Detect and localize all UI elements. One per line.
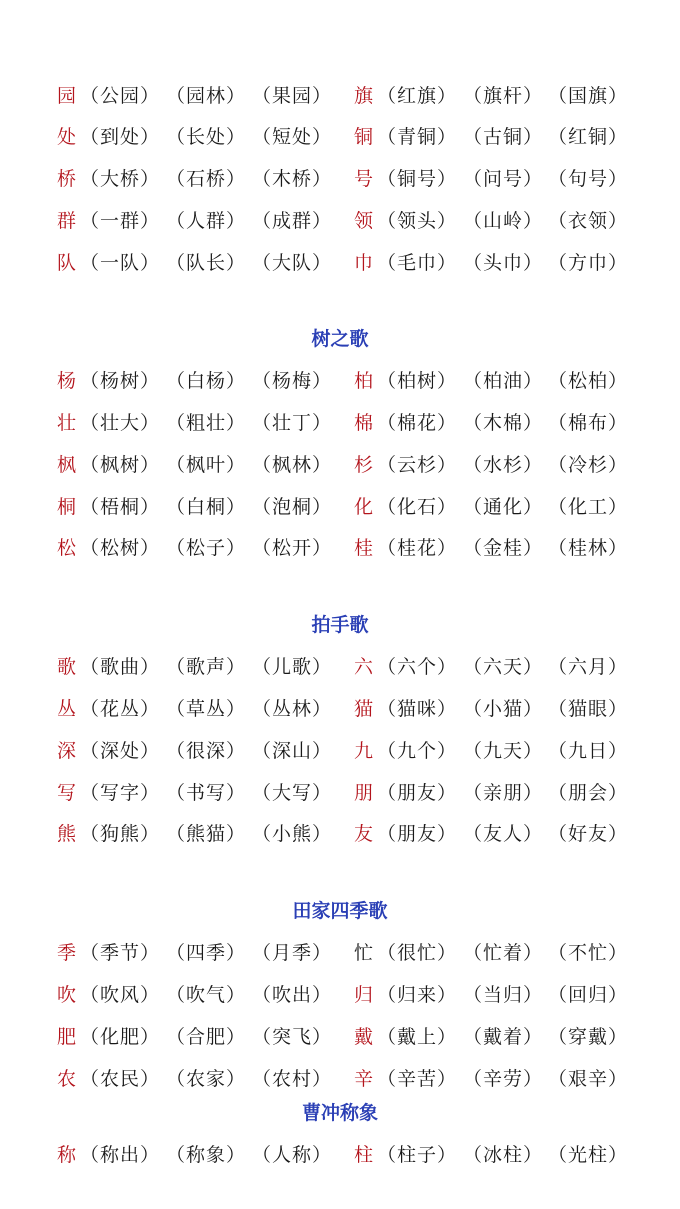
key-char: 号	[354, 168, 374, 190]
word: （很忙）	[377, 942, 458, 964]
word: （朋友）	[377, 782, 458, 804]
word: （很深）	[166, 740, 247, 762]
word: （冰柱）	[463, 1144, 544, 1166]
vocab-row	[0, 980, 680, 1010]
vocab-row	[0, 652, 680, 682]
word: （大桥）	[80, 168, 161, 190]
vocab-row	[0, 450, 680, 480]
key-char: 友	[354, 823, 374, 845]
vocab-row	[0, 1022, 680, 1052]
key-char: 领	[354, 210, 374, 232]
word: （猫咪）	[377, 698, 458, 720]
word: （熊猫）	[166, 823, 247, 845]
key-char: 旗	[354, 85, 374, 107]
word: （九日）	[548, 740, 629, 762]
key-char: 柱	[354, 1144, 374, 1166]
word: （红旗）	[377, 85, 458, 107]
vocab-row	[0, 122, 680, 152]
word: （好友）	[548, 823, 629, 845]
word: （称象）	[166, 1144, 247, 1166]
word: （回归）	[548, 984, 629, 1006]
word: （化肥）	[80, 1026, 161, 1048]
word: （柏油）	[463, 370, 544, 392]
word: （戴上）	[377, 1026, 458, 1048]
word: （枫林）	[252, 454, 333, 476]
word: （果园）	[252, 85, 333, 107]
word: （棉花）	[377, 412, 458, 434]
word: （铜号）	[377, 168, 458, 190]
word: （山岭）	[463, 210, 544, 232]
key-char: 写	[57, 782, 77, 804]
key-char: 肥	[57, 1026, 77, 1048]
word: （一群）	[80, 210, 161, 232]
word: （枫叶）	[166, 454, 247, 476]
word: （柏树）	[377, 370, 458, 392]
word: （杨树）	[80, 370, 161, 392]
key-char: 群	[57, 210, 77, 232]
key-char: 朋	[354, 782, 374, 804]
word: （松柏）	[548, 370, 629, 392]
word: （粗壮）	[166, 412, 247, 434]
key-char: 处	[57, 126, 77, 148]
word: （猫眼）	[548, 698, 629, 720]
word: （梧桐）	[80, 496, 161, 518]
key-char: 棉	[354, 412, 374, 434]
key-char: 巾	[354, 252, 374, 274]
word: （人群）	[166, 210, 247, 232]
word: （松开）	[252, 537, 333, 559]
key-char: 枫	[57, 454, 77, 476]
key-char: 六	[354, 656, 374, 678]
word: （写字）	[80, 782, 161, 804]
word: （青铜）	[377, 126, 458, 148]
vocab-row	[0, 248, 680, 278]
word: （九天）	[463, 740, 544, 762]
word: （桂花）	[377, 537, 458, 559]
word: （农家）	[166, 1068, 247, 1090]
word: （四季）	[166, 942, 247, 964]
word: （吹气）	[166, 984, 247, 1006]
word: （友人）	[463, 823, 544, 845]
section-title: 曹冲称象	[301, 1102, 378, 1124]
section-title: 拍手歌	[311, 614, 369, 636]
word: （通化）	[463, 496, 544, 518]
vocab-row	[0, 206, 680, 236]
word: （月季）	[252, 942, 333, 964]
word: （松树）	[80, 537, 161, 559]
word: （六个）	[377, 656, 458, 678]
word: （小猫）	[463, 698, 544, 720]
word: （棉布）	[548, 412, 629, 434]
word: （忙着）	[463, 942, 544, 964]
word: （突飞）	[252, 1026, 333, 1048]
word: （丛林）	[252, 698, 333, 720]
key-char: 戴	[354, 1026, 374, 1048]
word: （当归）	[463, 984, 544, 1006]
vocab-row	[0, 778, 680, 808]
word: （杨梅）	[252, 370, 333, 392]
word: （农民）	[80, 1068, 161, 1090]
key-char: 猫	[354, 698, 374, 720]
word: （辛苦）	[377, 1068, 458, 1090]
key-char: 称	[57, 1144, 77, 1166]
word: （季节）	[80, 942, 161, 964]
word: （九个）	[377, 740, 458, 762]
key-char: 杨	[57, 370, 77, 392]
key-char: 归	[354, 984, 374, 1006]
word: （石桥）	[166, 168, 247, 190]
key-char: 忙	[354, 942, 374, 964]
word: （吹出）	[252, 984, 333, 1006]
vocab-row	[0, 694, 680, 724]
section-title: 田家四季歌	[292, 900, 388, 922]
word: （旗杆）	[463, 85, 544, 107]
word: （衣领）	[548, 210, 629, 232]
word: （短处）	[252, 126, 333, 148]
word: （水杉）	[463, 454, 544, 476]
word: （穿戴）	[548, 1026, 629, 1048]
word: （深山）	[252, 740, 333, 762]
word: （六天）	[463, 656, 544, 678]
word: （大写）	[252, 782, 333, 804]
word: （狗熊）	[80, 823, 161, 845]
word: （草丛）	[166, 698, 247, 720]
word: （国旗）	[548, 85, 629, 107]
word: （柱子）	[377, 1144, 458, 1166]
word: （壮大）	[80, 412, 161, 434]
word: （合肥）	[166, 1026, 247, 1048]
word: （木棉）	[463, 412, 544, 434]
word: （领头）	[377, 210, 458, 232]
word: （称出）	[80, 1144, 161, 1166]
key-char: 歌	[57, 656, 77, 678]
word: （六月）	[548, 656, 629, 678]
word: （吹风）	[80, 984, 161, 1006]
key-char: 壮	[57, 412, 77, 434]
vocab-row	[0, 533, 680, 563]
word: （光柱）	[548, 1144, 629, 1166]
word: （白杨）	[166, 370, 247, 392]
key-char: 队	[57, 252, 77, 274]
key-char: 铜	[354, 126, 374, 148]
key-char: 桂	[354, 537, 374, 559]
key-char: 园	[57, 85, 77, 107]
word: （头巾）	[463, 252, 544, 274]
vocab-row	[0, 164, 680, 194]
word: （农村）	[252, 1068, 333, 1090]
word: （冷杉）	[548, 454, 629, 476]
word: （枫树）	[80, 454, 161, 476]
key-char: 桐	[57, 496, 77, 518]
word: （长处）	[166, 126, 247, 148]
key-char: 深	[57, 740, 77, 762]
vocab-row	[0, 492, 680, 522]
word: （化工）	[548, 496, 629, 518]
vocab-row	[0, 81, 680, 111]
vocab-row	[0, 408, 680, 438]
word: （小熊）	[252, 823, 333, 845]
key-char: 杉	[354, 454, 374, 476]
word: （艰辛）	[548, 1068, 629, 1090]
word: （辛劳）	[463, 1068, 544, 1090]
word: （壮丁）	[252, 412, 333, 434]
vocab-row	[0, 1064, 680, 1094]
word: （歌声）	[166, 656, 247, 678]
word: （一队）	[80, 252, 161, 274]
word: （成群）	[252, 210, 333, 232]
word: （句号）	[548, 168, 629, 190]
word: （云杉）	[377, 454, 458, 476]
word: （人称）	[252, 1144, 333, 1166]
word: （桂林）	[548, 537, 629, 559]
word: （花丛）	[80, 698, 161, 720]
word: （朋会）	[548, 782, 629, 804]
key-char: 丛	[57, 698, 77, 720]
word: （到处）	[80, 126, 161, 148]
word: （不忙）	[548, 942, 629, 964]
word: （木桥）	[252, 168, 333, 190]
word: （大队）	[252, 252, 333, 274]
vocab-row	[0, 366, 680, 396]
section-title: 树之歌	[311, 328, 369, 350]
word: （队长）	[166, 252, 247, 274]
key-char: 吹	[57, 984, 77, 1006]
vocab-row	[0, 736, 680, 766]
word: （方巾）	[548, 252, 629, 274]
key-char: 化	[354, 496, 374, 518]
vocab-row	[0, 819, 680, 849]
word: （深处）	[80, 740, 161, 762]
word: （园林）	[166, 85, 247, 107]
vocab-row	[0, 938, 680, 968]
word: （朋友）	[377, 823, 458, 845]
key-char: 农	[57, 1068, 77, 1090]
word: （松子）	[166, 537, 247, 559]
vocab-row	[0, 1140, 680, 1170]
word: （泡桐）	[252, 496, 333, 518]
word: （亲朋）	[463, 782, 544, 804]
key-char: 季	[57, 942, 77, 964]
word: （歌曲）	[80, 656, 161, 678]
key-char: 辛	[354, 1068, 374, 1090]
key-char: 熊	[57, 823, 77, 845]
key-char: 柏	[354, 370, 374, 392]
key-char: 松	[57, 537, 77, 559]
word: （戴着）	[463, 1026, 544, 1048]
key-char: 九	[354, 740, 374, 762]
word: （金桂）	[463, 537, 544, 559]
word: （化石）	[377, 496, 458, 518]
word: （毛巾）	[377, 252, 458, 274]
word: （白桐）	[166, 496, 247, 518]
word: （问号）	[463, 168, 544, 190]
word: （公园）	[80, 85, 161, 107]
word: （儿歌）	[252, 656, 333, 678]
word: （红铜）	[548, 126, 629, 148]
word: （书写）	[166, 782, 247, 804]
key-char: 桥	[57, 168, 77, 190]
word: （归来）	[377, 984, 458, 1006]
word: （古铜）	[463, 126, 544, 148]
